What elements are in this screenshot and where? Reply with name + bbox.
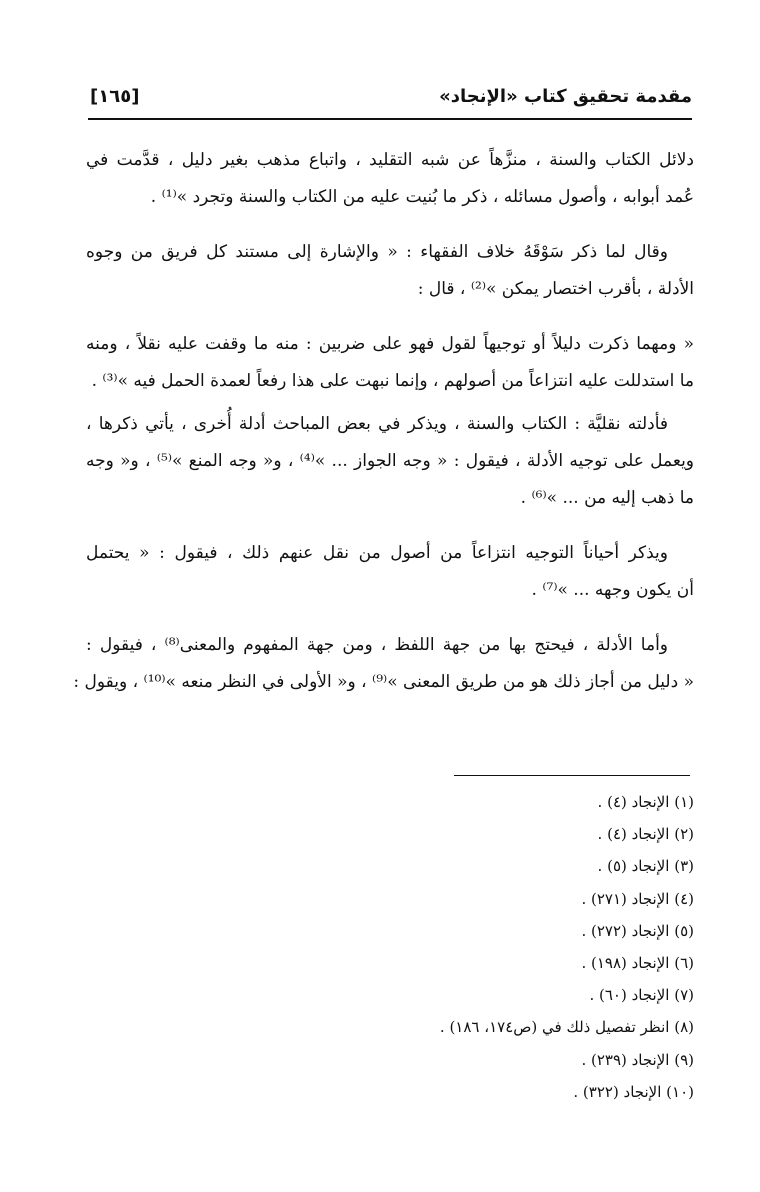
footnote-item: (٧) الإنجاد (٦٠) .	[589, 986, 694, 1005]
footnote-item: (٩) الإنجاد (٢٣٩) .	[581, 1050, 694, 1069]
page-header	[88, 78, 692, 120]
text-line: « ومهما ذكرت دليلاً أو توجيهاً لقول فهو على ضربين : منه ما وقفت عليه نقلاً ، ومنه	[86, 334, 694, 354]
paragraph	[73, 627, 694, 701]
text-line: دلائل الكتاب والسنة ، منزَّهاً عن شبه التقليد ، واتباع مذهب بغير دليل ، قدَّمت في	[86, 150, 694, 170]
text-line: ما ذهب إليه من ... »⁽⁶⁾ .	[520, 488, 694, 508]
paragraph	[86, 142, 694, 216]
footnote-item: (٢) الإنجاد (٤) .	[597, 825, 694, 844]
running-title: مقدمة تحقيق كتاب «الإنجاد»	[439, 86, 692, 107]
text-line: وقال لما ذكر سَوْقَهُ خلاف الفقهاء : « والإشارة إلى مستند كل فريق من وجوه	[86, 242, 668, 262]
text-line: فأدلته نقليَّة : الكتاب والسنة ، ويذكر في بعض المباحث أدلة أُخرى ، يأتي ذكرها ،	[86, 414, 668, 434]
footnote-separator	[454, 775, 690, 776]
paragraph	[86, 234, 694, 308]
footnote-item: (٨) انظر تفصيل ذلك في (ص١٧٤، ١٨٦) .	[439, 1018, 694, 1037]
paragraph	[86, 535, 694, 609]
footnote-item: (٥) الإنجاد (٢٧٢) .	[581, 921, 694, 940]
paragraph	[86, 326, 694, 400]
footnote-item: (٣) الإنجاد (٥) .	[597, 857, 694, 876]
footnote-item: (١٠) الإنجاد (٣٢٢) .	[573, 1082, 694, 1101]
text-line: ما استدللت عليه انتزاعاً من أصولهم ، وإنما نبهت على هذا رفعاً لعمدة الحمل فيه »⁽³⁾ .	[91, 371, 694, 391]
paragraph	[86, 406, 694, 517]
text-line: ويعمل على توجيه الأدلة ، فيقول : « وجه الجواز ... »⁽⁴⁾ ، و« وجه المنع »⁽⁵⁾ ، و« وجه	[86, 451, 695, 471]
text-line: الأدلة ، بأقرب اختصار يمكن »⁽²⁾ ، قال :	[417, 279, 694, 299]
footnote-item: (١) الإنجاد (٤) .	[597, 793, 694, 811]
body-text	[73, 142, 695, 701]
page-number: [١٦٥]	[90, 86, 140, 107]
text-line: « دليل من أجاز ذلك هو من طريق المعنى »⁽⁹⁾ ، و« الأولى في النظر منعه »⁽¹⁰⁾ ، ويقول :	[73, 672, 694, 692]
text-line: ويذكر أحياناً التوجيه انتزاعاً من أصول من نقل عنهم ذلك ، فيقول : « يحتمل	[86, 543, 668, 563]
footnote-item: (٦) الإنجاد (١٩٨) .	[581, 953, 694, 972]
footnotes	[134, 786, 694, 1108]
footnote-item: (٤) الإنجاد (٢٧١) .	[581, 889, 694, 908]
text-line: وأما الأدلة ، فيحتج بها من جهة اللفظ ، ومن جهة المفهوم والمعنى⁽⁸⁾ ، فيقول :	[86, 635, 669, 655]
text-line: أن يكون وجهه ... »⁽⁷⁾ .	[531, 580, 694, 600]
text-line: عُمد أبوابه ، وأصول مسائله ، ذكر ما بُنيت عليه من الكتاب والسنة وتجرد »⁽¹⁾ .	[150, 187, 694, 207]
